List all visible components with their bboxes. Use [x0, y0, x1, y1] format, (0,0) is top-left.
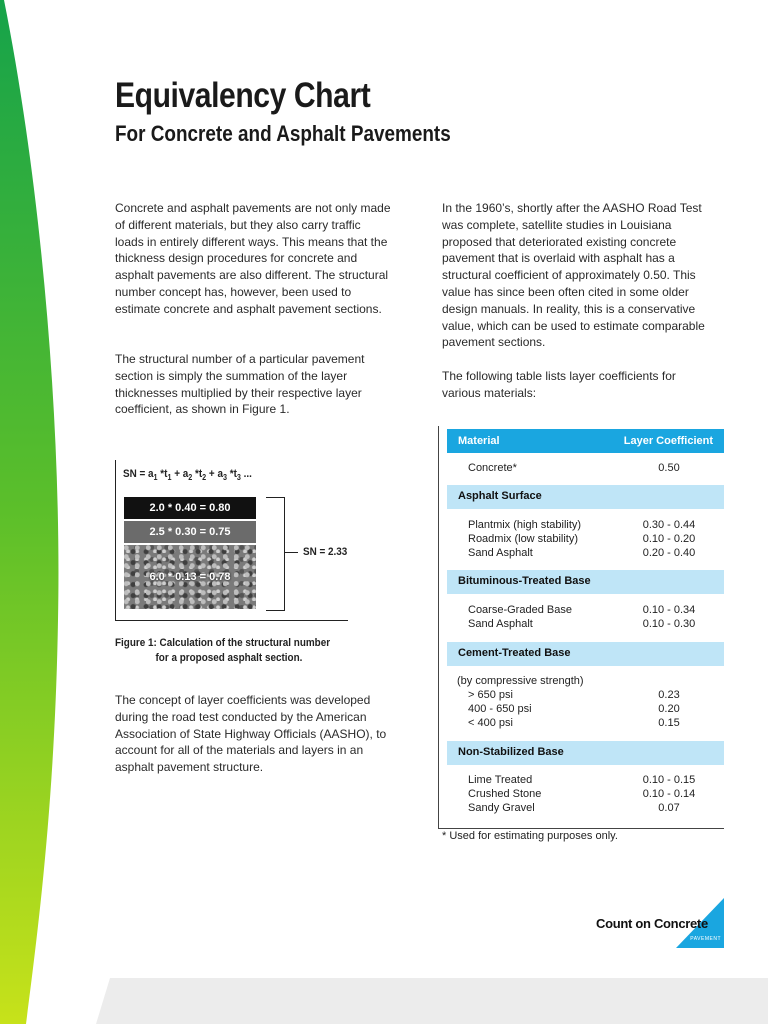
structural-number-paragraph: The structural number of a particular pavement section is simply the summation of the layer thicknesses multiplied by their respective layer coefficient, as shown in Figure 1. — [115, 352, 365, 417]
figure-1 — [115, 460, 355, 625]
figure-caption — [115, 636, 330, 666]
row-material: Sand Asphalt — [468, 547, 533, 559]
row-material: Coarse-Graded Base — [468, 604, 572, 616]
table-row — [439, 787, 724, 801]
formula-part: ... — [240, 468, 252, 480]
table-row — [439, 546, 724, 560]
section-title: Non-Stabilized Base — [458, 746, 564, 758]
row-value: 0.10 - 0.34 — [642, 604, 696, 616]
formula-sub: 1 — [153, 473, 158, 483]
table-footnote: * Used for estimating purposes only. — [442, 830, 618, 842]
section-cement-treated-base — [447, 642, 724, 666]
row-material: Lime Treated — [468, 774, 533, 786]
bottom-band-decoration — [0, 978, 768, 1024]
intro-paragraph: Concrete and asphalt pavements are not only made of different materials, but they also carry traffic loads in entirely different ways. This means that the thickness design procedures for concrete and asphalt pavements are also different. The structural number concept has, however, been used to estimate concrete and asphalt pavement sections. — [115, 201, 391, 316]
formula-sub: 1 — [167, 473, 172, 483]
table-intro-paragraph: The following table lists layer coefficients for various materials: — [442, 369, 676, 400]
layer-bracket — [266, 497, 285, 611]
figure-axis-vertical — [115, 460, 116, 620]
bracket-tick — [284, 552, 298, 553]
row-value: 0.10 - 0.14 — [642, 788, 696, 800]
layer-asphalt-surface: 2.0 * 0.40 = 0.80 — [124, 497, 256, 519]
row-material: Crushed Stone — [468, 788, 542, 800]
row-material: Roadmix (low stability) — [468, 533, 579, 545]
figure-axis-horizontal — [115, 620, 348, 621]
row-value: 0.10 - 0.20 — [642, 533, 696, 545]
row-material: Plantmix (high stability) — [468, 519, 582, 531]
row-value: 0.15 — [658, 717, 680, 729]
table-row — [439, 532, 724, 546]
row-value: 0.20 - 0.40 — [642, 547, 696, 559]
row-note: (by compressive strength) — [457, 675, 584, 687]
non-stabilized-base-rows — [439, 773, 724, 815]
asphalt-surface-rows — [439, 518, 724, 560]
table-row — [439, 702, 724, 716]
formula-part: SN = a — [123, 468, 154, 480]
table-row — [439, 688, 724, 702]
page-title: Equivalency Chart — [115, 76, 371, 115]
section-bituminous-treated-base — [447, 570, 724, 594]
section-asphalt-surface — [447, 485, 724, 509]
layer-base: 2.5 * 0.30 = 0.75 — [124, 521, 256, 543]
green-swoosh-decoration — [0, 0, 70, 1024]
row-value: 0.50 — [658, 462, 680, 474]
table-row — [439, 518, 724, 532]
layer-coefficients-paragraph: The concept of layer coefficients was developed during the road test conducted by the American Association of State Highway Officials (AASHO), to account for all of the materials and layers in an asphalt pavement structure. — [115, 693, 387, 775]
concrete-rows — [439, 461, 724, 475]
logo-subtext: PAVEMENT — [690, 936, 721, 942]
header-coefficient: Layer Coefficient — [623, 435, 713, 447]
layer-subbase: 6.0 * 0.13 = 0.78 — [124, 545, 256, 609]
sn-formula — [123, 468, 252, 482]
row-material: Sand Asphalt — [468, 618, 533, 630]
sn-total-label: SN = 2.33 — [303, 546, 348, 558]
page-subtitle: For Concrete and Asphalt Pavements — [115, 121, 451, 146]
header-material: Material — [458, 435, 500, 447]
layer-coefficient-table — [438, 426, 724, 829]
section-title: Bituminous-Treated Base — [458, 575, 591, 587]
cement-base-rows — [439, 674, 724, 730]
table-row — [439, 674, 724, 688]
row-value: 0.30 - 0.44 — [642, 519, 696, 531]
row-material: > 650 psi — [468, 689, 513, 701]
row-value: 0.07 — [658, 802, 680, 814]
formula-part: *t — [226, 468, 237, 480]
row-material: Sandy Gravel — [468, 802, 535, 814]
table-row — [439, 617, 724, 631]
section-non-stabilized-base — [447, 741, 724, 765]
row-material: 400 - 650 psi — [468, 703, 532, 715]
table-row — [439, 801, 724, 815]
table-header — [447, 429, 724, 453]
table-row — [439, 716, 724, 730]
caption-line: Figure 1: Calculation of the structural number — [115, 637, 331, 649]
formula-part: + a — [206, 468, 223, 480]
logo-text: Count on Concrete — [596, 916, 708, 931]
section-title: Asphalt Surface — [458, 490, 542, 502]
formula-sub: 2 — [188, 473, 193, 483]
count-on-concrete-logo — [596, 898, 724, 948]
row-material: Concrete* — [468, 462, 517, 474]
row-value: 0.23 — [658, 689, 680, 701]
table-row — [439, 773, 724, 787]
bituminous-base-rows — [439, 603, 724, 631]
history-paragraph: In the 1960’s, shortly after the AASHO Road Test was complete, satellite studies in Louisiana proposed that deteriorated existing concrete pavement that is overlaid with asphalt has a structural coefficient of approximately 0.50. This value has since been often cited in some older design manuals. In reality, this is a conservative value, which can be used to estimate comparable pavement sections. — [442, 201, 705, 350]
caption-line: for a proposed asphalt section. — [155, 652, 303, 664]
section-title: Cement-Treated Base — [458, 647, 571, 659]
formula-part: + a — [171, 468, 189, 480]
formula-part: *t — [192, 468, 203, 480]
table-row — [439, 603, 724, 617]
table-row — [439, 461, 724, 475]
formula-part: *t — [157, 468, 168, 480]
row-value: 0.10 - 0.30 — [642, 618, 696, 630]
formula-sub: 3 — [222, 473, 227, 483]
row-value: 0.20 — [658, 703, 680, 715]
row-value: 0.10 - 0.15 — [642, 774, 696, 786]
formula-sub: 3 — [236, 473, 241, 483]
row-material: < 400 psi — [468, 717, 513, 729]
formula-sub: 2 — [202, 473, 207, 483]
